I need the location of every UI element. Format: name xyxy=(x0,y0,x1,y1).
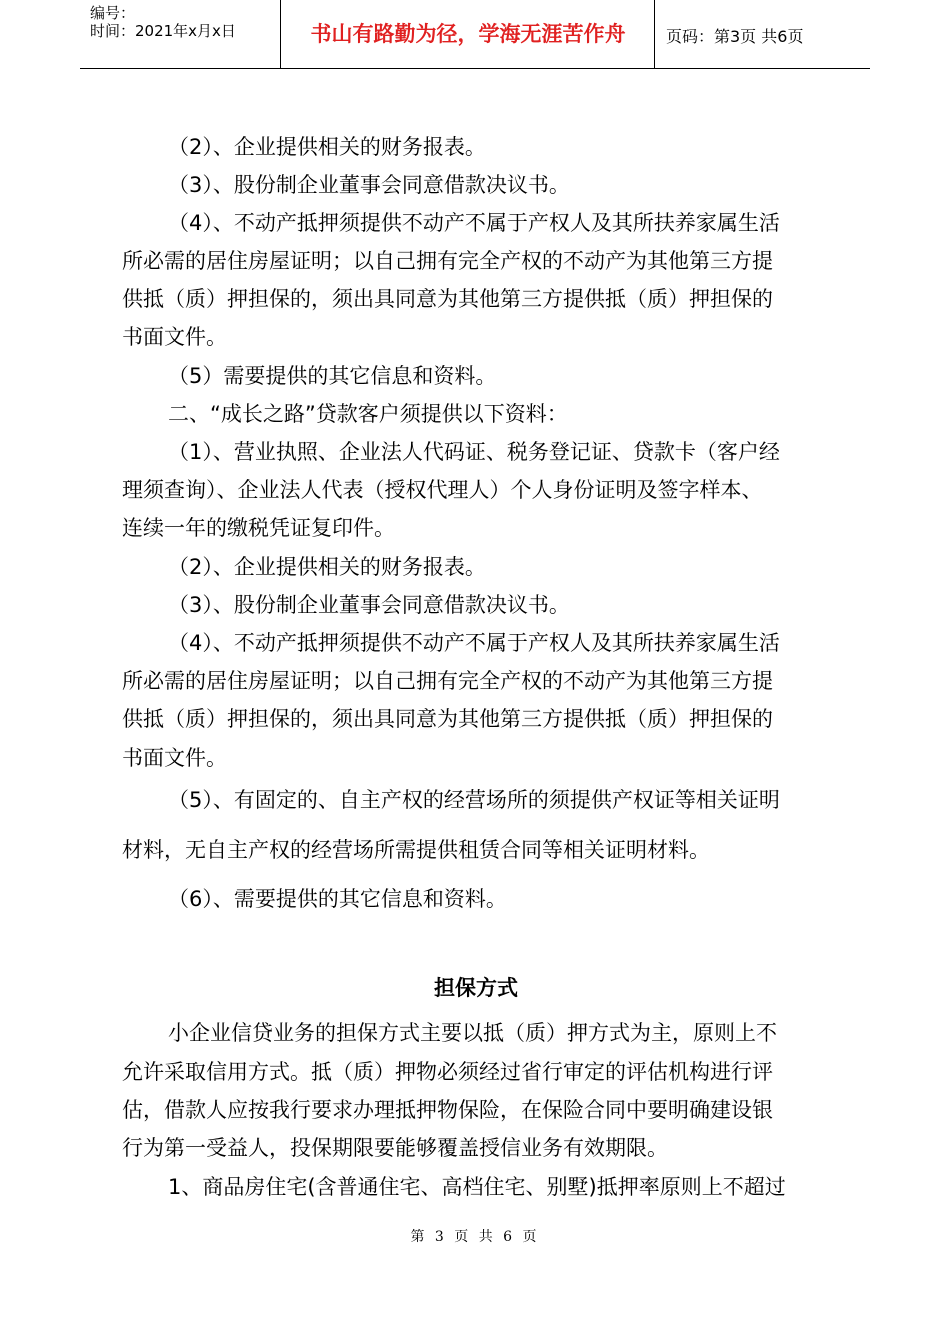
paragraph-line: 供抵（质）押担保的，须出具同意为其他第三方提供抵（质）押担保的 xyxy=(122,707,773,731)
paragraph-line: 理须查询）、企业法人代表（授权代理人）个人身份证明及签字样本、 xyxy=(122,478,763,502)
section-title: 担保方式 xyxy=(434,976,518,1000)
paragraph-line: （3）、股份制企业董事会同意借款决议书。 xyxy=(168,173,570,197)
paragraph-line: （4）、不动产抵押须提供不动产不属于产权人及其所扶养家属生活 xyxy=(168,631,780,655)
paragraph-line: （2）、企业提供相关的财务报表。 xyxy=(168,555,486,579)
paragraph-line: （5）需要提供的其它信息和资料。 xyxy=(168,364,497,388)
paragraph-line: 书面文件。 xyxy=(122,746,227,770)
paragraph-line: 小企业信贷业务的担保方式主要以抵（质）押方式为主，原则上不 xyxy=(168,1021,777,1045)
paragraph-line: 1、商品房住宅(含普通住宅、高档住宅、别墅)抵押率原则上不超过 xyxy=(168,1175,786,1199)
page-header xyxy=(80,0,870,69)
header-divider-left xyxy=(280,0,281,68)
paragraph-line: 所必需的居住房屋证明；以自己拥有完全产权的不动产为其他第三方提 xyxy=(122,249,773,273)
paragraph-line: 连续一年的缴税凭证复印件。 xyxy=(122,516,395,540)
paragraph-line: （1）、营业执照、企业法人代码证、税务登记证、贷款卡（客户经 xyxy=(168,440,780,464)
paragraph-line: （2）、企业提供相关的财务报表。 xyxy=(168,135,486,159)
document-time-label: 时间：2021年x月x日 xyxy=(90,22,236,40)
paragraph-line: 允许采取信用方式。抵（质）押物必须经过省行审定的评估机构进行评 xyxy=(122,1060,773,1084)
paragraph-line: 供抵（质）押担保的，须出具同意为其他第三方提供抵（质）押担保的 xyxy=(122,287,773,311)
paragraph-line: 估，借款人应按我行要求办理抵押物保险，在保险合同中要明确建设银 xyxy=(122,1098,773,1122)
paragraph-line: （3）、股份制企业董事会同意借款决议书。 xyxy=(168,593,570,617)
section-heading-line: 二、“成长之路”贷款客户须提供以下资料： xyxy=(168,402,568,426)
header-meta xyxy=(90,4,236,40)
paragraph-line: （4）、不动产抵押须提供不动产不属于产权人及其所扶养家属生活 xyxy=(168,211,780,235)
paragraph-line: （5）、有固定的、自主产权的经营场所的须提供产权证等相关证明 xyxy=(168,788,780,812)
paragraph-line: 材料，无自主产权的经营场所需提供租赁合同等相关证明材料。 xyxy=(122,838,710,862)
document-number-label: 编号： xyxy=(90,4,136,22)
header-motto: 书山有路勤为径，学海无涯苦作舟 xyxy=(310,22,626,46)
paragraph-line: 书面文件。 xyxy=(122,325,227,349)
paragraph-line: （6）、需要提供的其它信息和资料。 xyxy=(168,887,507,911)
header-page-info: 页码：第3页 共6页 xyxy=(666,27,804,46)
header-divider-right xyxy=(654,0,655,68)
page-footer: 第 3 页 共 6 页 xyxy=(410,1229,540,1245)
paragraph-line: 行为第一受益人，投保期限要能够覆盖授信业务有效期限。 xyxy=(122,1136,668,1160)
paragraph-line: 所必需的居住房屋证明；以自己拥有完全产权的不动产为其他第三方提 xyxy=(122,669,773,693)
